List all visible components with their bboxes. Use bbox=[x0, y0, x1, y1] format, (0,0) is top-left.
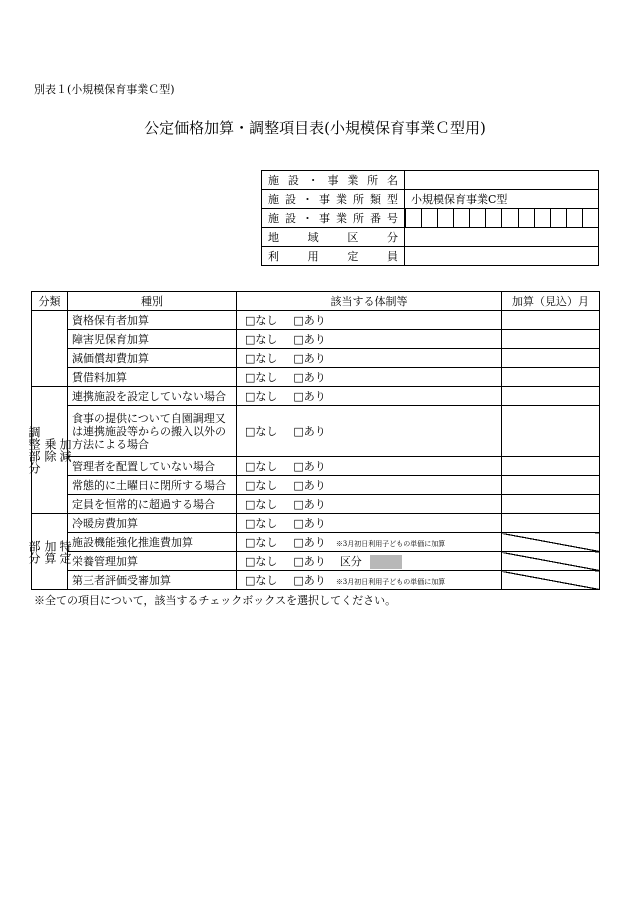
label-char: 施 bbox=[268, 212, 279, 225]
digit-box[interactable] bbox=[453, 209, 469, 227]
category-special-labels bbox=[27, 539, 72, 564]
info-row-facility-number bbox=[262, 209, 599, 228]
checkbox-none[interactable]: □なし bbox=[245, 498, 278, 511]
adjustment-items-table bbox=[27, 291, 600, 590]
info-row-facility-name bbox=[262, 171, 599, 190]
label-char: 施 bbox=[268, 193, 279, 206]
label-char: 所 bbox=[353, 212, 364, 225]
condition-cell bbox=[237, 533, 502, 552]
item-name: 管理者を配置していない場合 bbox=[68, 457, 237, 476]
table-row bbox=[32, 533, 600, 552]
checkbox-yes[interactable]: □あり bbox=[293, 517, 326, 530]
label-char: 利 bbox=[268, 250, 279, 263]
digit-box[interactable] bbox=[437, 209, 453, 227]
header-condition: 該当する体制等 bbox=[237, 292, 502, 311]
table-row bbox=[32, 368, 600, 387]
checkbox-none[interactable]: □なし bbox=[245, 425, 278, 438]
checkbox-none[interactable]: □なし bbox=[245, 352, 278, 365]
checkbox-yes[interactable]: □あり bbox=[293, 371, 326, 384]
category-special-sub-cols bbox=[43, 540, 72, 564]
capacity-field[interactable] bbox=[405, 247, 599, 266]
amount-field[interactable] bbox=[502, 368, 600, 387]
item-name: 連携施設を設定していない場合 bbox=[68, 387, 237, 406]
info-label bbox=[262, 171, 405, 190]
checkbox-none[interactable]: □なし bbox=[245, 314, 278, 327]
label-char: ・ bbox=[307, 174, 319, 187]
amount-not-applicable bbox=[502, 552, 600, 571]
digit-box[interactable] bbox=[405, 209, 421, 227]
category-adjustment-label: 調整部分 bbox=[27, 426, 41, 474]
item-name: 賃借料加算 bbox=[68, 368, 237, 387]
amount-field[interactable] bbox=[502, 495, 600, 514]
checkbox-yes[interactable]: □あり bbox=[293, 390, 326, 403]
condition-cell bbox=[237, 368, 502, 387]
label-char: 定 bbox=[347, 250, 359, 263]
info-label-text bbox=[268, 191, 398, 207]
label-char: 業 bbox=[336, 212, 347, 225]
condition-cell bbox=[237, 552, 502, 571]
digit-box[interactable] bbox=[421, 209, 437, 227]
amount-field[interactable] bbox=[502, 330, 600, 349]
label-char: 事 bbox=[319, 193, 330, 206]
label-char: 区 bbox=[347, 231, 359, 244]
info-row-facility-type bbox=[262, 190, 599, 209]
amount-field[interactable] bbox=[502, 387, 600, 406]
amount-field[interactable] bbox=[502, 514, 600, 533]
item-name: 減価償却費加算 bbox=[68, 349, 237, 368]
checkbox-none[interactable]: □なし bbox=[245, 574, 278, 587]
sub-col: 加減 bbox=[58, 438, 72, 462]
info-label bbox=[262, 228, 405, 247]
digit-box[interactable] bbox=[469, 209, 485, 227]
digit-box[interactable] bbox=[550, 209, 566, 227]
label-char: 域 bbox=[307, 231, 319, 244]
digit-box[interactable] bbox=[566, 209, 582, 227]
header-amount: 加算（見込）月 bbox=[502, 292, 600, 311]
label-char: 業 bbox=[336, 193, 347, 206]
condition-cell bbox=[237, 495, 502, 514]
digit-box[interactable] bbox=[518, 209, 534, 227]
table-row bbox=[32, 387, 600, 406]
info-row-capacity bbox=[262, 247, 599, 266]
table-row bbox=[32, 406, 600, 457]
condition-cell bbox=[237, 330, 502, 349]
facility-name-field[interactable] bbox=[405, 171, 599, 190]
sub-col: 加算 bbox=[43, 539, 57, 564]
item-name: 障害児保育加算 bbox=[68, 330, 237, 349]
info-label bbox=[262, 247, 405, 266]
checkbox-none[interactable]: □なし bbox=[245, 333, 278, 346]
item-name: 栄養管理加算 bbox=[68, 552, 237, 571]
condition-cell bbox=[237, 387, 502, 406]
info-label-text bbox=[268, 248, 398, 264]
item-name: 食事の提供について自園調理又は連携施設等からの搬入以外の方法による場合 bbox=[68, 406, 237, 457]
condition-cell bbox=[237, 349, 502, 368]
table-row bbox=[32, 571, 600, 590]
checkbox-yes[interactable]: □あり bbox=[293, 352, 326, 365]
label-char: 事 bbox=[319, 212, 330, 225]
table-row bbox=[32, 457, 600, 476]
table-row bbox=[32, 349, 600, 368]
category-special bbox=[27, 514, 72, 590]
label-char: 員 bbox=[386, 250, 398, 263]
amount-field[interactable] bbox=[502, 311, 600, 330]
category-adjustment-labels bbox=[27, 426, 72, 474]
checkbox-none[interactable]: □なし bbox=[245, 555, 278, 568]
checkbox-yes[interactable]: □あり bbox=[293, 333, 326, 346]
label-char: 型 bbox=[387, 193, 398, 206]
label-char: 地 bbox=[268, 231, 279, 244]
checkbox-yes[interactable]: □あり bbox=[293, 574, 326, 587]
table-row bbox=[32, 476, 600, 495]
table-row bbox=[32, 514, 600, 533]
checkbox-none[interactable]: □なし bbox=[245, 517, 278, 530]
info-label bbox=[262, 190, 405, 209]
item-name: 常態的に土曜日に閉所する場合 bbox=[68, 476, 237, 495]
label-char: 分 bbox=[386, 231, 398, 244]
document-title: 公定価格加算・調整項目表(小規模保育事業Ｃ型用) bbox=[144, 119, 486, 137]
label-char: 番 bbox=[370, 212, 381, 225]
info-label-text bbox=[268, 210, 398, 226]
label-char: 設 bbox=[287, 174, 299, 187]
checkbox-yes[interactable]: □あり bbox=[293, 314, 326, 327]
item-name: 定員を恒常的に超過する場合 bbox=[68, 495, 237, 514]
label-char: ・ bbox=[302, 193, 313, 206]
checkbox-none[interactable]: □なし bbox=[245, 371, 278, 384]
info-label-text bbox=[268, 229, 398, 245]
item-name: 資格保有者加算 bbox=[68, 311, 237, 330]
label-char: 業 bbox=[347, 174, 359, 187]
category-adjustment-sub-cols bbox=[43, 438, 72, 462]
checkbox-none[interactable]: □なし bbox=[245, 479, 278, 492]
condition-cell bbox=[237, 514, 502, 533]
condition-cell bbox=[237, 406, 502, 457]
header-category: 分類 bbox=[32, 292, 68, 311]
table-row bbox=[32, 495, 600, 514]
checkbox-none[interactable]: □なし bbox=[245, 390, 278, 403]
condition-cell bbox=[237, 457, 502, 476]
row-note: ※3月初日利用子どもの単価に加算 bbox=[335, 578, 446, 586]
label-char: 所 bbox=[367, 174, 379, 187]
digit-box[interactable] bbox=[485, 209, 501, 227]
table-row bbox=[32, 552, 600, 571]
digit-box[interactable] bbox=[501, 209, 517, 227]
item-name: 冷暖房費加算 bbox=[68, 514, 237, 533]
label-char: 号 bbox=[387, 212, 398, 225]
table-row bbox=[32, 330, 600, 349]
amount-field[interactable] bbox=[502, 349, 600, 368]
item-name: 第三者評価受審加算 bbox=[68, 571, 237, 590]
sub-col: 特定 bbox=[58, 539, 72, 564]
item-name: 施設機能強化推進費加算 bbox=[68, 533, 237, 552]
amount-not-applicable bbox=[502, 571, 600, 590]
amount-field[interactable] bbox=[502, 476, 600, 495]
row-note: ※3月初日利用子どもの単価に加算 bbox=[335, 540, 446, 548]
checkbox-yes[interactable]: □あり bbox=[293, 425, 326, 438]
label-char: 事 bbox=[327, 174, 339, 187]
header-type: 種別 bbox=[68, 292, 237, 311]
facility-info-table bbox=[261, 170, 599, 266]
facility-number-field[interactable] bbox=[405, 209, 599, 228]
digit-box[interactable] bbox=[534, 209, 550, 227]
info-label bbox=[262, 209, 405, 228]
sub-col: 乗除 bbox=[43, 438, 57, 462]
category-select[interactable] bbox=[370, 555, 402, 569]
label-char: 施 bbox=[268, 174, 279, 187]
amount-not-applicable bbox=[502, 533, 600, 552]
digit-boxes bbox=[405, 209, 598, 227]
checkbox-none[interactable]: □なし bbox=[245, 536, 278, 549]
digit-box[interactable] bbox=[582, 209, 598, 227]
amount-field[interactable] bbox=[502, 457, 600, 476]
condition-cell bbox=[237, 571, 502, 590]
table-header-row bbox=[32, 292, 600, 311]
checkbox-yes[interactable]: □あり bbox=[293, 498, 326, 511]
category-adjustment bbox=[27, 387, 72, 514]
checkbox-yes[interactable]: □あり bbox=[293, 479, 326, 492]
checkbox-none[interactable]: □なし bbox=[245, 460, 278, 473]
category-label: 区分 bbox=[339, 555, 362, 568]
condition-cell bbox=[237, 476, 502, 495]
label-char: 設 bbox=[285, 212, 296, 225]
category-special-label: 部分 bbox=[27, 539, 41, 564]
amount-field[interactable] bbox=[502, 406, 600, 457]
checkbox-yes[interactable]: □あり bbox=[293, 555, 326, 568]
page-label: 別表１(小規模保育事業Ｃ型) bbox=[34, 83, 175, 96]
label-char: 所 bbox=[353, 193, 364, 206]
table-row bbox=[32, 311, 600, 330]
label-char: ・ bbox=[302, 212, 313, 225]
facility-type-field[interactable]: 小規模保育事業C型 bbox=[405, 190, 599, 209]
checkbox-yes[interactable]: □あり bbox=[293, 536, 326, 549]
condition-cell bbox=[237, 311, 502, 330]
region-field[interactable] bbox=[405, 228, 599, 247]
label-char: 類 bbox=[370, 193, 381, 206]
label-char: 設 bbox=[285, 193, 296, 206]
info-row-region bbox=[262, 228, 599, 247]
label-char: 名 bbox=[386, 174, 398, 187]
category-blank bbox=[32, 311, 68, 387]
footer-note: ※全ての項目について，該当するチェックボックスを選択してください。 bbox=[34, 594, 397, 607]
label-char: 用 bbox=[307, 250, 319, 263]
info-label-text bbox=[268, 172, 398, 188]
checkbox-yes[interactable]: □あり bbox=[293, 460, 326, 473]
